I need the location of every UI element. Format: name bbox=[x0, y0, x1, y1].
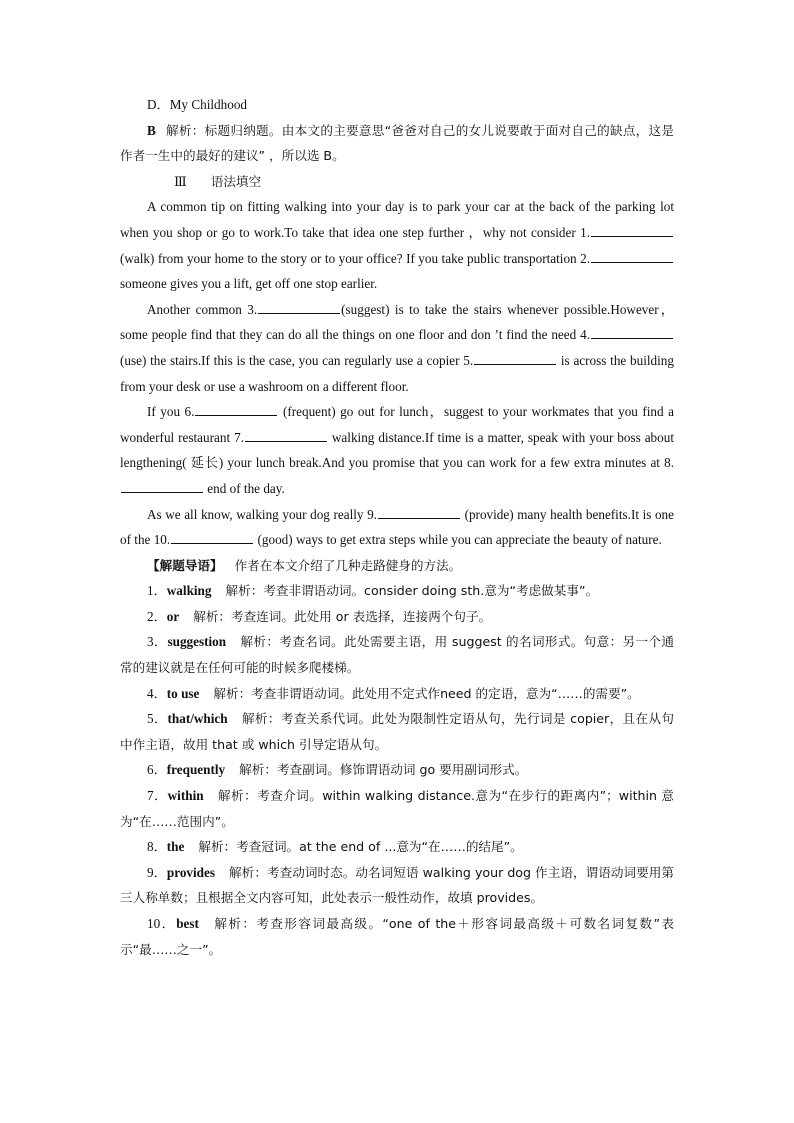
answer-analysis: 解析：考查关系代词。此处为限制性定语从句，先行词是 copier，且在从句中作主语，故用 that 或 which 引导定语从句。 bbox=[120, 711, 675, 752]
answer-number: 1． bbox=[147, 583, 167, 599]
answer-item bbox=[120, 911, 674, 962]
answer-item bbox=[120, 706, 674, 757]
answer-word: suggestion bbox=[167, 634, 227, 650]
passage-text: (walk) from your home to the story or to your office? If you take public transportation 2. bbox=[120, 250, 590, 266]
answer-analysis: 解析：考查冠词。at the end of ...意为“在……的结尾”。 bbox=[198, 839, 523, 855]
passage-text: someone gives you a lift, get off one stop earlier. bbox=[120, 276, 378, 292]
guide-line bbox=[120, 553, 674, 579]
guide-text: 作者在本文介绍了几种走路健身的方法。 bbox=[234, 557, 462, 573]
answer-item bbox=[120, 629, 674, 680]
passage-text: Another common 3. bbox=[147, 301, 258, 317]
answer-word: the bbox=[166, 839, 185, 855]
answer-item bbox=[120, 604, 674, 630]
guide-label: 【解题导语】 bbox=[147, 557, 223, 573]
answer-number: 4． bbox=[147, 685, 167, 701]
answer-word: best bbox=[176, 916, 199, 931]
answer-number: 2． bbox=[147, 608, 167, 624]
answer-number: 10． bbox=[147, 916, 177, 931]
blank-6[interactable] bbox=[195, 402, 277, 416]
passage-paragraph-4 bbox=[120, 502, 674, 553]
answer-analysis: 解析：考查非谓语动词。此处用不定式作need 的定语，意为“……的需要”。 bbox=[213, 685, 640, 701]
blank-10[interactable] bbox=[171, 530, 253, 544]
blank-4[interactable] bbox=[591, 325, 673, 339]
answer-analysis: 解析：考查动词时态。动名词短语 walking your dog 作主语，谓语动词要用第三人称单数；且根据全文内容可知，此处表示一般性动作，故填 provides。 bbox=[120, 864, 675, 906]
answer-explanation-text: 解析：标题归纳题。由本文的主要意思“爸爸对自己的女儿说要敢于面对自己的缺点，这是作者一生中的最好的建议” ，所以选 B。 bbox=[120, 122, 674, 164]
answer-word: or bbox=[166, 608, 180, 624]
passage-text: If you 6. bbox=[147, 404, 195, 420]
answer-number: 9． bbox=[147, 864, 167, 880]
blank-7[interactable] bbox=[245, 428, 327, 442]
document-page bbox=[120, 92, 674, 962]
answer-word: walking bbox=[166, 583, 212, 599]
passage-text: (good) ways to get extra steps while you can appreciate the beauty of nature. bbox=[254, 532, 662, 548]
passage-text: is across the building from your desk or use a washroom on a different floor. bbox=[120, 352, 674, 394]
section-heading bbox=[120, 169, 674, 195]
passage-text: As we all know, walking your dog really 9. bbox=[147, 506, 377, 522]
section-title: 语法填空 bbox=[210, 173, 262, 189]
answer-analysis: 解析：考查介词。within walking distance.意为“在步行的距离内”；within 意为“在……范围内”。 bbox=[120, 788, 675, 829]
answer-analysis: 解析：考查名词。此处需要主语，用 suggest 的名词形式。句意：另一个通常的建议就是在任何可能的时候多爬楼梯。 bbox=[120, 634, 674, 676]
option-d bbox=[120, 92, 674, 118]
answer-word: frequently bbox=[166, 762, 226, 778]
answer-letter: B bbox=[147, 122, 156, 138]
blank-1[interactable] bbox=[591, 223, 673, 237]
answer-word: to use bbox=[166, 685, 200, 701]
answer-analysis: 解析：考查副词。修饰谓语动词 go 要用副词形式。 bbox=[239, 762, 528, 778]
answer-item bbox=[120, 834, 674, 860]
answer-word: that/which bbox=[167, 711, 228, 727]
answer-item bbox=[120, 681, 674, 707]
blank-5[interactable] bbox=[474, 351, 556, 365]
passage-text: (use) the stairs.If this is the case, you can regularly use a copier 5. bbox=[120, 352, 474, 368]
answer-number: 5． bbox=[147, 711, 168, 727]
answer-number: 3． bbox=[147, 634, 168, 650]
answer-item bbox=[120, 757, 674, 783]
passage-text: (frequent) go out for lunch，suggest to your workmates that you find a wonderful restaurant 7. bbox=[120, 404, 674, 445]
answer-explanation bbox=[120, 118, 674, 169]
passage-text: (provide) many health benefits.It is one of the 10. bbox=[120, 506, 675, 548]
passage-text: walking distance.If time is a matter, speak with your boss about lengthening( 延长) your lunch break.And you promise that you can work for a few extra minutes at 8. bbox=[120, 429, 674, 471]
blank-9[interactable] bbox=[378, 505, 460, 519]
answer-analysis: 解析：考查非谓语动词。consider doing sth.意为“考虑做某事”。 bbox=[225, 583, 599, 599]
answer-analysis: 解析：考查连词。此处用 or 表选择，连接两个句子。 bbox=[193, 608, 492, 624]
answer-number: 7． bbox=[147, 788, 168, 804]
answer-analysis: 解析：考查形容词最高级。“one of the＋形容词最高级＋可数名词复数”表示“最……之一”。 bbox=[120, 916, 675, 957]
passage-paragraph-3 bbox=[120, 399, 674, 501]
answer-item bbox=[120, 783, 674, 834]
answer-number: 8． bbox=[147, 839, 167, 855]
blank-8[interactable] bbox=[121, 479, 203, 493]
blank-3[interactable] bbox=[258, 300, 340, 314]
answer-list bbox=[120, 578, 674, 962]
passage-text: (suggest) is to take the stairs whenever possible.However，some people find that they can do all the things on one floor and don ’t find the need 4. bbox=[120, 301, 674, 343]
passage-paragraph-2 bbox=[120, 297, 674, 399]
blank-2[interactable] bbox=[591, 249, 673, 263]
passage-paragraph-1 bbox=[120, 194, 674, 296]
option-d-text: D．My Childhood bbox=[147, 97, 248, 112]
answer-item bbox=[120, 578, 674, 604]
answer-number: 6． bbox=[147, 762, 167, 778]
section-numeral: Ⅲ bbox=[174, 173, 187, 189]
answer-word: within bbox=[167, 788, 204, 804]
passage-text: A common tip on fitting walking into your day is to park your car at the back of the parking lot when you shop or go to work.To take that idea one step further ，why not consider 1. bbox=[120, 199, 674, 240]
answer-item bbox=[120, 860, 674, 911]
passage-text: end of the day. bbox=[204, 480, 285, 496]
answer-word: provides bbox=[166, 864, 215, 880]
